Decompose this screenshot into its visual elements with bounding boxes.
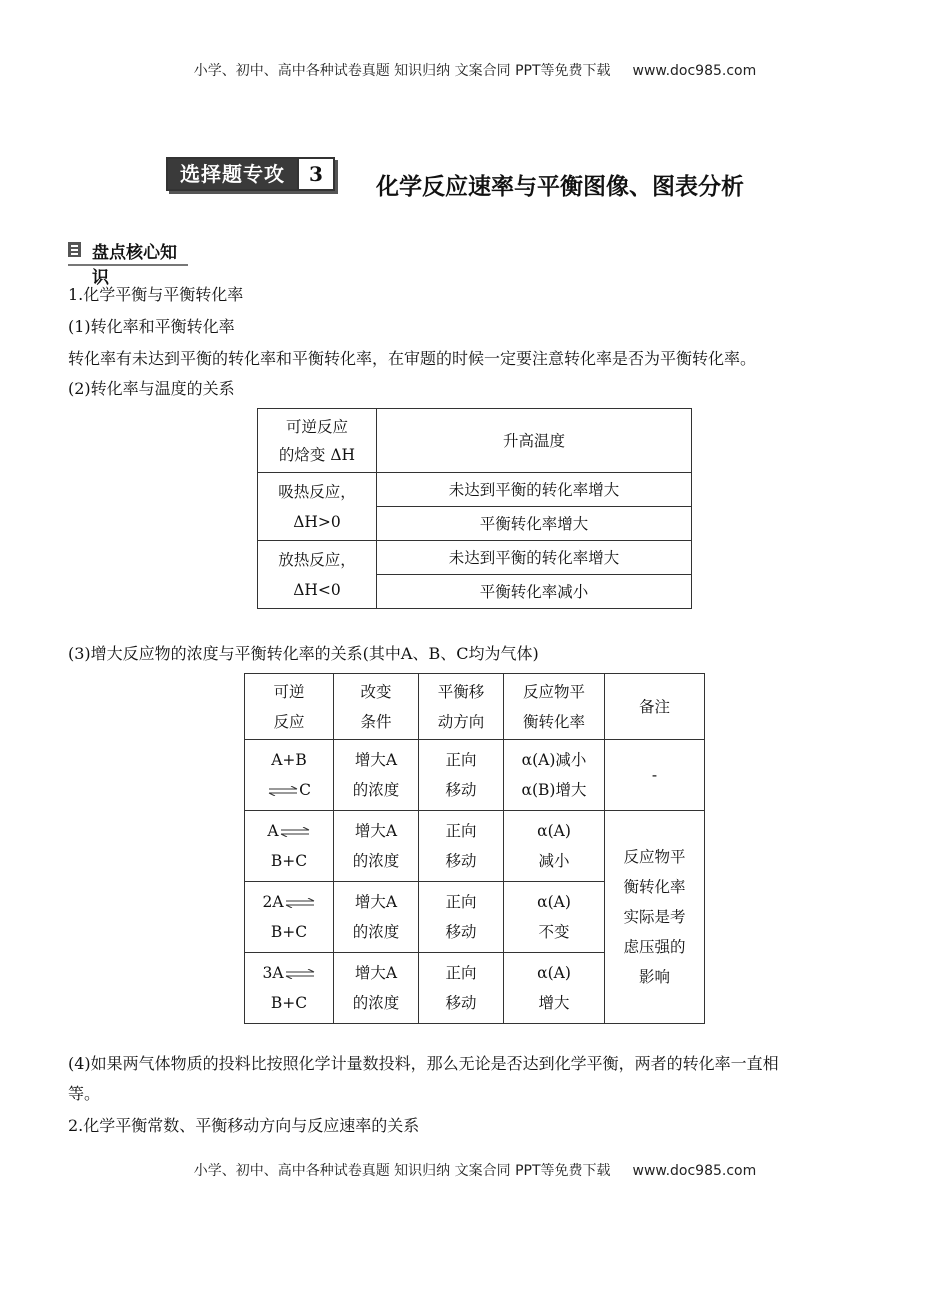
equilibrium-arrow-icon (279, 827, 311, 837)
paragraph-4-line1: (4)如果两气体物质的投料比按照化学计量数投料，那么无论是否达到化学平衡，两者的转化率一直相 (68, 1054, 779, 1073)
t2-r0-v2: α(B)增大 (521, 781, 587, 799)
section-title: 盘点核心知识 (92, 243, 177, 288)
t2-conversion (504, 740, 605, 811)
t2-r2-d2: 移动 (445, 923, 477, 941)
subheading-1: (1)转化率和平衡转化率 (68, 317, 235, 336)
t2-r3-d1: 正向 (445, 964, 477, 982)
paragraph-4-line2: 等。 (68, 1084, 101, 1103)
section-heading (68, 238, 188, 288)
t2-note-3: 实际是考 (623, 908, 686, 926)
footer-url[interactable]: www.doc985.com (632, 1163, 757, 1179)
t2-header-reaction (245, 674, 334, 740)
t1-h1b: 的焓变 ΔH (278, 445, 356, 464)
t2-r3-v1: α(A) (537, 964, 571, 982)
t2-r2-c1: 增大A (354, 893, 398, 911)
t2-h2a: 平衡移 (437, 682, 485, 701)
t2-r1-c2: 的浓度 (352, 852, 400, 870)
t2-direction (419, 953, 504, 1024)
topic-badge (166, 157, 335, 191)
t2-r3-v2: 增大 (538, 994, 570, 1012)
t2-r0-a: A+B (271, 751, 307, 769)
t2-note: - (605, 740, 705, 811)
t2-r2-a: 2A (262, 893, 284, 911)
t2-note-4: 虑压强的 (623, 938, 686, 956)
t2-header-condition (334, 674, 419, 740)
t2-r3-c1: 增大A (354, 964, 398, 982)
t2-h0b: 反应 (273, 712, 305, 731)
page-footer (0, 1160, 950, 1180)
footer-text: 小学、初中、高中各种试卷真题 知识归纳 文案合同 PPT等免费下载 (193, 1163, 611, 1179)
heading-2: 2.化学平衡常数、平衡移动方向与反应速率的关系 (68, 1116, 420, 1135)
t1-r1a: 吸热反应， (278, 482, 356, 501)
t2-conversion (504, 811, 605, 882)
t2-r3-b: B+C (270, 994, 308, 1012)
t2-note-5: 影响 (638, 968, 670, 986)
t2-direction (419, 811, 504, 882)
t2-h0a: 可逆 (273, 682, 305, 701)
t2-note-2: 衡转化率 (623, 878, 686, 896)
t1-r1c1: 未达到平衡的转化率增大 (377, 473, 692, 507)
document-icon (68, 242, 81, 257)
t1-r1b: ΔH>0 (293, 512, 341, 531)
t2-r1-v2: 减小 (538, 852, 570, 870)
t2-r1-d2: 移动 (445, 852, 477, 870)
t2-h1a: 改变 (360, 682, 392, 701)
t2-reaction (245, 740, 334, 811)
t2-direction (419, 882, 504, 953)
temperature-table (257, 408, 692, 609)
t2-r1-c1: 增大A (354, 822, 398, 840)
t2-r1-a: A (267, 822, 279, 840)
t2-header-conversion (504, 674, 605, 740)
t2-r0-c2: 的浓度 (352, 781, 400, 799)
subheading-3: (3)增大反应物的浓度与平衡转化率的关系(其中A、B、C均为气体) (68, 644, 539, 663)
t2-condition (334, 882, 419, 953)
t2-reaction (245, 953, 334, 1024)
t2-r3-d2: 移动 (445, 994, 477, 1012)
t2-r1-v1: α(A) (537, 822, 571, 840)
t2-direction (419, 740, 504, 811)
concentration-table (244, 673, 705, 1024)
t2-r0-v1: α(A)减小 (521, 751, 587, 769)
t1-exothermic (258, 541, 377, 609)
equilibrium-arrow-icon (284, 898, 316, 908)
t2-h3a: 反应物平 (522, 682, 585, 701)
badge-number: 3 (297, 159, 333, 189)
t2-reaction (245, 882, 334, 953)
t2-r0-d1: 正向 (445, 751, 477, 769)
header-text: 小学、初中、高中各种试卷真题 知识归纳 文案合同 PPT等免费下载 (193, 63, 611, 79)
table-row (245, 811, 705, 882)
t2-r2-b: B+C (270, 923, 308, 941)
t2-r2-v1: α(A) (537, 893, 571, 911)
t2-header-note: 备注 (605, 674, 705, 740)
t1-r2b: ΔH<0 (293, 580, 341, 599)
t2-note-merged (605, 811, 705, 1024)
t2-r2-c2: 的浓度 (352, 923, 400, 941)
t1-h1a: 可逆反应 (285, 417, 348, 436)
t2-r2-v2: 不变 (538, 923, 570, 941)
paragraph-conversion: 转化率有未达到平衡的转化率和平衡转化率，在审题的时候一定要注意转化率是否为平衡转化率。 (68, 349, 757, 368)
t2-r0-b: C (299, 781, 311, 799)
badge-label: 选择题专攻 (168, 159, 297, 189)
t2-condition (334, 740, 419, 811)
t2-header-direction (419, 674, 504, 740)
t2-h3b: 衡转化率 (522, 712, 585, 731)
t2-conversion (504, 953, 605, 1024)
t2-reaction (245, 811, 334, 882)
t2-r1-d1: 正向 (445, 822, 477, 840)
t2-r3-a: 3A (262, 964, 284, 982)
t2-h2b: 动方向 (437, 712, 485, 731)
t2-h1b: 条件 (360, 712, 392, 731)
t2-r3-c2: 的浓度 (352, 994, 400, 1012)
header-url[interactable]: www.doc985.com (632, 63, 757, 79)
equilibrium-arrow-icon (284, 969, 316, 979)
t2-condition (334, 953, 419, 1024)
t1-endothermic (258, 473, 377, 541)
page-header (0, 60, 950, 80)
t2-r2-d1: 正向 (445, 893, 477, 911)
t1-r1c2: 平衡转化率增大 (377, 507, 692, 541)
page-title: 化学反应速率与平衡图像、图表分析 (376, 174, 744, 200)
equilibrium-arrow-icon (267, 786, 299, 796)
t2-condition (334, 811, 419, 882)
t2-r1-b: B+C (270, 852, 308, 870)
subheading-2: (2)转化率与温度的关系 (68, 379, 235, 398)
t2-r0-c1: 增大A (354, 751, 398, 769)
t1-r2c2: 平衡转化率减小 (377, 575, 692, 609)
table-row (245, 740, 705, 811)
t2-r0-d2: 移动 (445, 781, 477, 799)
t1-header-1 (258, 409, 377, 473)
t2-conversion (504, 882, 605, 953)
t1-header-2: 升高温度 (377, 409, 692, 473)
heading-1: 1.化学平衡与平衡转化率 (68, 285, 244, 304)
t1-r2c1: 未达到平衡的转化率增大 (377, 541, 692, 575)
t2-note-1: 反应物平 (623, 848, 686, 866)
t1-r2a: 放热反应， (278, 550, 356, 569)
